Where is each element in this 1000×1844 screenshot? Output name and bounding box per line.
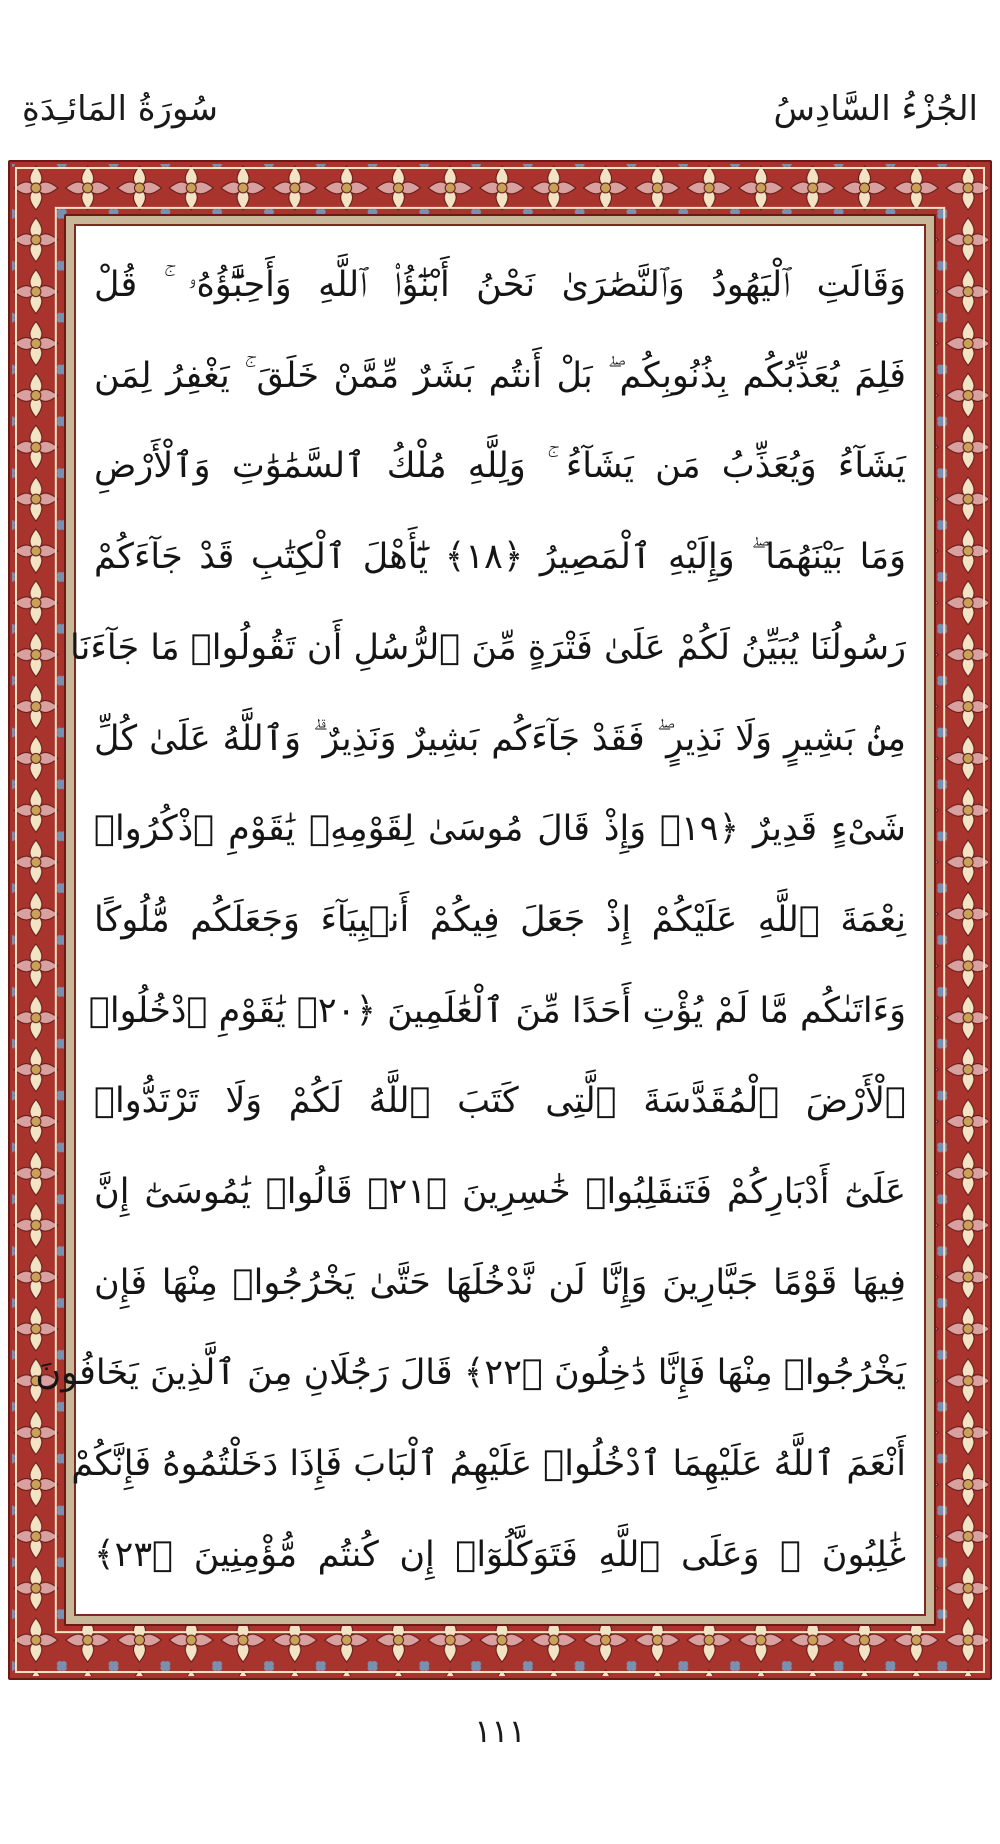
verse-line: نِعْمَةَ ٱللَّهِ عَلَيْكُمْ إِذْ جَعَلَ فِيكُمْ أَنۢبِيَآءَ وَجَعَلَكُم مُّلُوكًا (94, 899, 906, 940)
verse-line: عَلَىٰٓ أَدْبَارِكُمْ فَتَنقَلِبُوا۟ خَٰسِرِينَ ﴿٢١﴾ قَالُوا۟ يَٰمُوسَىٰٓ إِنَّ (94, 1172, 906, 1213)
verse-line: شَىْءٍ قَدِيرٌ ﴿١٩﴾ وَإِذْ قَالَ مُوسَىٰ لِقَوْمِهِۦ يَٰقَوْمِ ٱذْكُرُوا۟ (94, 809, 906, 850)
juz-name-header: الجُزْءُ السَّادِسُ (773, 89, 978, 129)
verse-line: يَخْرُجُوا۟ مِنْهَا فَإِنَّا دَٰخِلُونَ ﴿٢٢﴾ قَالَ رَجُلَانِ مِنَ ٱلَّذِينَ يَخَافُونَ (35, 1353, 906, 1394)
ornamental-page-frame (8, 160, 992, 1680)
verse-line: وَقَالَتِ ٱلْيَهُودُ وَٱلنَّصَٰرَىٰ نَحْنُ أَبْنَٰٓؤُا۟ ٱللَّهِ وَأَحِبَّٰٓؤُهُۥ ۚ قُلْ (94, 265, 906, 305)
verse-line: وَءَاتَىٰكُم مَّا لَمْ يُؤْتِ أَحَدًا مِّنَ ٱلْعَٰلَمِينَ ﴿٢٠﴾ يَٰقَوْمِ ٱدْخُلُوا۟ (88, 990, 906, 1031)
verse-line: رَسُولُنَا يُبَيِّنُ لَكُمْ عَلَىٰ فَتْرَةٍ مِّنَ ٱلرُّسُلِ أَن تَقُولُوا۟ مَا جَآءَنَا (69, 627, 906, 668)
verse-line: مِنۢ بَشِيرٍ وَلَا نَذِيرٍ ۖ فَقَدْ جَآءَكُم بَشِيرٌ وَنَذِيرٌ ۗ وَٱللَّهُ عَلَىٰ كُلِّ (94, 718, 906, 759)
verse-line: ٱلْأَرْضَ ٱلْمُقَدَّسَةَ ٱلَّتِى كَتَبَ ٱللَّهُ لَكُمْ وَلَا تَرْتَدُّوا۟ (94, 1081, 906, 1122)
surah-name-header: سُورَةُ المَائـِدَةِ (22, 89, 218, 129)
verse-line: فِيهَا قَوْمًا جَبَّارِينَ وَإِنَّا لَن نَّدْخُلَهَا حَتَّىٰ يَخْرُجُوا۟ مِنْهَا فَإِن (94, 1262, 906, 1303)
verse-text-panel (35, 224, 926, 1616)
page-number: ١١١ (474, 1712, 526, 1750)
verse-lines (35, 244, 906, 1596)
verse-line: وَمَا بَيْنَهُمَا ۖ وَإِلَيْهِ ٱلْمَصِيرُ ﴿١٨﴾ يَٰٓأَهْلَ ٱلْكِتَٰبِ قَدْ جَآءَكُمْ (94, 537, 906, 578)
verse-line: أَنْعَمَ ٱللَّهُ عَلَيْهِمَا ٱدْخُلُوا۟ عَلَيْهِمُ ٱلْبَابَ فَإِذَا دَخَلْتُمُوهُ فَإِنَّكُمْ (71, 1444, 906, 1485)
verse-line: غَٰلِبُونَ ۚ وَعَلَى ٱللَّهِ فَتَوَكَّلُوٓا۟ إِن كُنتُم مُّؤْمِنِينَ ﴿٢٣﴾ (94, 1534, 906, 1575)
verse-line: يَشَآءُ وَيُعَذِّبُ مَن يَشَآءُ ۚ وَلِلَّهِ مُلْكُ ٱلسَّمَٰوَٰتِ وَٱلْأَرْضِ (94, 446, 906, 487)
verse-line: فَلِمَ يُعَذِّبُكُم بِذُنُوبِكُم ۖ بَلْ أَنتُم بَشَرٌ مِّمَّنْ خَلَقَ ۚ يَغْفِرُ لِمَن (94, 355, 906, 396)
